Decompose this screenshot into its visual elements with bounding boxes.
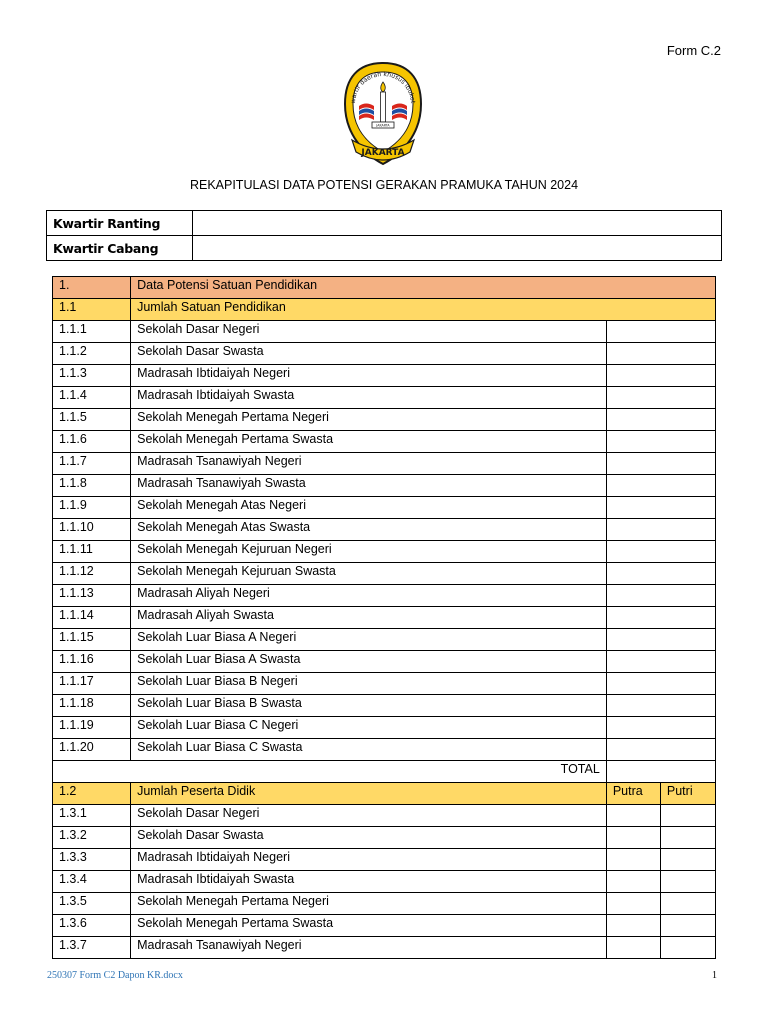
row-number: 1.3.6 xyxy=(53,915,131,937)
table-row xyxy=(53,607,716,629)
row-value-cell[interactable] xyxy=(606,387,715,409)
row-number: 1.1.20 xyxy=(53,739,131,761)
row-value-cell[interactable] xyxy=(606,607,715,629)
table-row xyxy=(53,871,716,893)
row-label: Sekolah Luar Biasa B Negeri xyxy=(131,673,607,695)
row-label: Sekolah Menegah Atas Swasta xyxy=(131,519,607,541)
table-row xyxy=(53,849,716,871)
row-label: Madrasah Ibtidaiyah Negeri xyxy=(131,365,607,387)
row-label: Sekolah Menegah Kejuruan Swasta xyxy=(131,563,607,585)
table-row xyxy=(53,431,716,453)
row-number: 1.1.17 xyxy=(53,673,131,695)
putri-value-cell[interactable] xyxy=(660,827,715,849)
row-label: Madrasah Tsanawiyah Negeri xyxy=(131,453,607,475)
row-value-cell[interactable] xyxy=(606,453,715,475)
row-label: Madrasah Ibtidaiyah Swasta xyxy=(131,387,607,409)
row-number: 1.1.1 xyxy=(53,321,131,343)
table-row xyxy=(53,321,716,343)
putri-value-cell[interactable] xyxy=(660,937,715,959)
row-value-cell[interactable] xyxy=(606,365,715,387)
row-label: Sekolah Menegah Atas Negeri xyxy=(131,497,607,519)
row-value-cell[interactable] xyxy=(606,629,715,651)
row-number: 1.3.4 xyxy=(53,871,131,893)
putra-value-cell[interactable] xyxy=(606,849,660,871)
table-row xyxy=(53,893,716,915)
column-header-putra: Putra xyxy=(606,783,660,805)
row-number: 1.1.4 xyxy=(53,387,131,409)
row-number: 1.1.18 xyxy=(53,695,131,717)
row-number: 1.1.12 xyxy=(53,563,131,585)
kwartir-cabang-row xyxy=(47,236,722,261)
row-number: 1.1.13 xyxy=(53,585,131,607)
subsection-number: 1.1 xyxy=(53,299,131,321)
row-number: 1.1.10 xyxy=(53,519,131,541)
row-number: 1.3.2 xyxy=(53,827,131,849)
row-number: 1.1.15 xyxy=(53,629,131,651)
subsection-header-row xyxy=(53,783,716,805)
logo-arc-text: wartir daerah khusus ibukot xyxy=(349,70,417,104)
row-label: Madrasah Tsanawiyah Negeri xyxy=(131,937,607,959)
row-number: 1.1.9 xyxy=(53,497,131,519)
table-row xyxy=(53,651,716,673)
row-value-cell[interactable] xyxy=(606,585,715,607)
kwartir-ranting-field[interactable] xyxy=(193,211,722,236)
kwartir-cabang-field[interactable] xyxy=(193,236,722,261)
table-row xyxy=(53,673,716,695)
row-label: Sekolah Dasar Swasta xyxy=(131,827,607,849)
putra-value-cell[interactable] xyxy=(606,827,660,849)
row-label: Sekolah Luar Biasa A Negeri xyxy=(131,629,607,651)
table-row xyxy=(53,387,716,409)
row-label: Sekolah Luar Biasa A Swasta xyxy=(131,651,607,673)
row-number: 1.1.7 xyxy=(53,453,131,475)
table-row xyxy=(53,519,716,541)
kwarda-jakarta-logo xyxy=(342,60,424,168)
row-label: Sekolah Menegah Pertama Negeri xyxy=(131,409,607,431)
row-label: Sekolah Menegah Kejuruan Negeri xyxy=(131,541,607,563)
row-number: 1.1.16 xyxy=(53,651,131,673)
footer-filename: 250307 Form C2 Dapon KR.docx xyxy=(47,970,183,981)
row-number: 1.1.5 xyxy=(53,409,131,431)
logo-monument-label: JAKARTA xyxy=(376,123,390,128)
potensi-data-table xyxy=(52,276,716,959)
subsection-header-row xyxy=(53,299,716,321)
row-value-cell[interactable] xyxy=(606,343,715,365)
putra-value-cell[interactable] xyxy=(606,871,660,893)
row-value-cell[interactable] xyxy=(606,475,715,497)
kwartir-cabang-label: Kwartir Cabang xyxy=(47,236,193,261)
document-title: REKAPITULASI DATA POTENSI GERAKAN PRAMUKA TAHUN 2024 xyxy=(189,178,579,192)
row-label: Sekolah Dasar Negeri xyxy=(131,321,607,343)
total-label: TOTAL xyxy=(53,761,607,783)
row-value-cell[interactable] xyxy=(606,717,715,739)
section-number: 1. xyxy=(53,277,131,299)
row-value-cell[interactable] xyxy=(606,695,715,717)
section-title: Data Potensi Satuan Pendidikan xyxy=(131,277,716,299)
putri-value-cell[interactable] xyxy=(660,871,715,893)
row-number: 1.3.1 xyxy=(53,805,131,827)
table-row xyxy=(53,915,716,937)
row-number: 1.3.7 xyxy=(53,937,131,959)
subsection-title: Jumlah Satuan Pendidikan xyxy=(131,299,716,321)
table-row xyxy=(53,365,716,387)
row-number: 1.1.19 xyxy=(53,717,131,739)
section-header-row xyxy=(53,277,716,299)
table-row xyxy=(53,937,716,959)
row-label: Sekolah Luar Biasa C Swasta xyxy=(131,739,607,761)
row-number: 1.1.14 xyxy=(53,607,131,629)
row-number: 1.3.5 xyxy=(53,893,131,915)
footer-page-number: 1 xyxy=(712,970,717,981)
row-label: Sekolah Luar Biasa B Swasta xyxy=(131,695,607,717)
table-row xyxy=(53,695,716,717)
row-value-cell[interactable] xyxy=(606,431,715,453)
column-header-putri: Putri xyxy=(660,783,715,805)
table-row xyxy=(53,475,716,497)
row-value-cell[interactable] xyxy=(606,497,715,519)
row-label: Sekolah Dasar Swasta xyxy=(131,343,607,365)
table-row xyxy=(53,827,716,849)
putra-value-cell[interactable] xyxy=(606,805,660,827)
putri-value-cell[interactable] xyxy=(660,915,715,937)
form-code: Form C.2 xyxy=(666,43,721,58)
row-value-cell[interactable] xyxy=(606,519,715,541)
row-label: Madrasah Ibtidaiyah Negeri xyxy=(131,849,607,871)
table-row xyxy=(53,585,716,607)
logo-banner-text: JAKARTA xyxy=(361,148,405,158)
subsection-number: 1.2 xyxy=(53,783,131,805)
row-number: 1.1.8 xyxy=(53,475,131,497)
subsection-title: Jumlah Peserta Didik xyxy=(131,783,607,805)
row-label: Sekolah Dasar Negeri xyxy=(131,805,607,827)
kwartir-ranting-row xyxy=(47,211,722,236)
table-row xyxy=(53,497,716,519)
row-label: Madrasah Aliyah Swasta xyxy=(131,607,607,629)
row-number: 1.1.3 xyxy=(53,365,131,387)
kwartir-ranting-label: Kwartir Ranting xyxy=(47,211,193,236)
row-label: Madrasah Tsanawiyah Swasta xyxy=(131,475,607,497)
table-row xyxy=(53,453,716,475)
row-number: 1.1.2 xyxy=(53,343,131,365)
table-row xyxy=(53,805,716,827)
row-value-cell[interactable] xyxy=(606,321,715,343)
table-row xyxy=(53,541,716,563)
putri-value-cell[interactable] xyxy=(660,805,715,827)
table-row xyxy=(53,563,716,585)
table-row xyxy=(53,717,716,739)
putra-value-cell[interactable] xyxy=(606,915,660,937)
table-row xyxy=(53,343,716,365)
row-number: 1.3.3 xyxy=(53,849,131,871)
table-row xyxy=(53,739,716,761)
putri-value-cell[interactable] xyxy=(660,893,715,915)
row-value-cell[interactable] xyxy=(606,739,715,761)
row-label: Sekolah Menegah Pertama Negeri xyxy=(131,893,607,915)
total-row xyxy=(53,761,716,783)
row-value-cell[interactable] xyxy=(606,651,715,673)
row-number: 1.1.11 xyxy=(53,541,131,563)
row-label: Sekolah Menegah Pertama Swasta xyxy=(131,915,607,937)
row-label: Sekolah Menegah Pertama Swasta xyxy=(131,431,607,453)
row-value-cell[interactable] xyxy=(606,409,715,431)
putri-value-cell[interactable] xyxy=(660,849,715,871)
row-label: Sekolah Luar Biasa C Negeri xyxy=(131,717,607,739)
putra-value-cell[interactable] xyxy=(606,937,660,959)
table-row xyxy=(53,629,716,651)
putra-value-cell[interactable] xyxy=(606,893,660,915)
row-value-cell[interactable] xyxy=(606,563,715,585)
row-value-cell[interactable] xyxy=(606,673,715,695)
table-row xyxy=(53,409,716,431)
row-label: Madrasah Ibtidaiyah Swasta xyxy=(131,871,607,893)
kwartir-info-table xyxy=(46,210,722,261)
row-number: 1.1.6 xyxy=(53,431,131,453)
row-label: Madrasah Aliyah Negeri xyxy=(131,585,607,607)
total-value-cell[interactable] xyxy=(606,761,715,783)
row-value-cell[interactable] xyxy=(606,541,715,563)
